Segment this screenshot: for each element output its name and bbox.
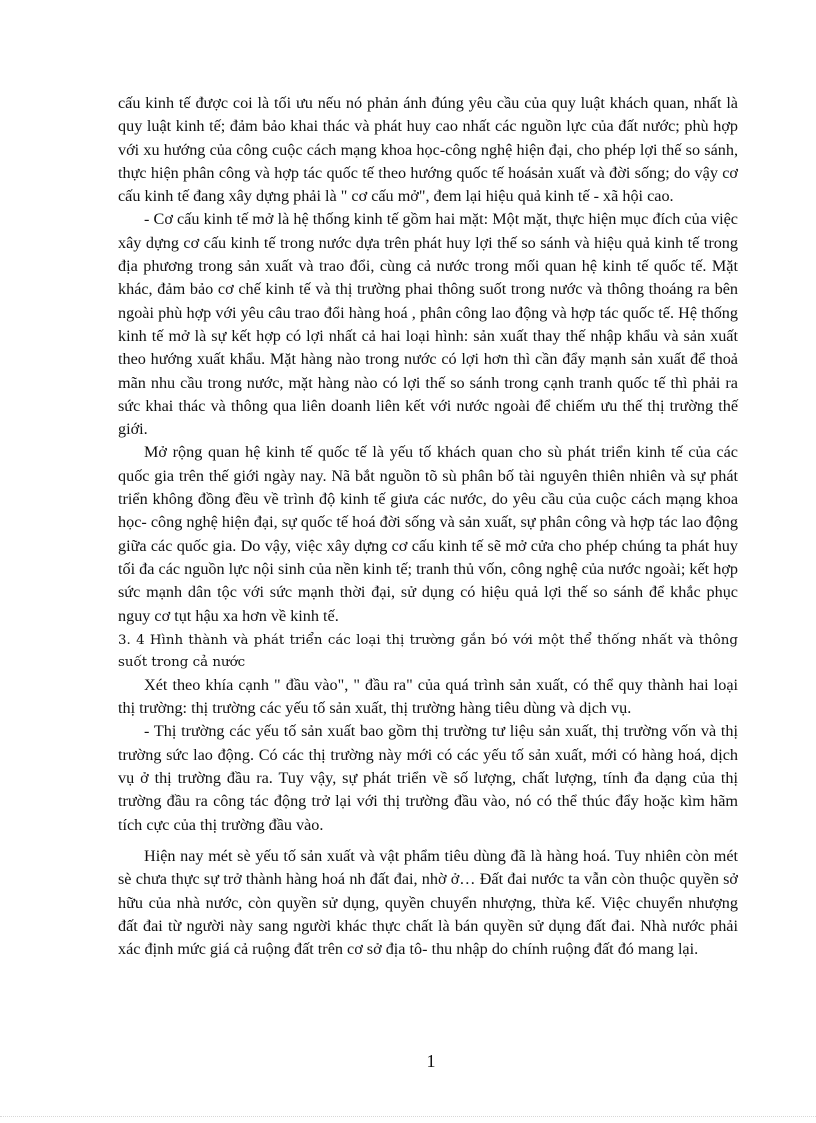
body-paragraph: - Thị trường các yếu tố sản xuất bao gồm thị trường tư liệu sản xuất, thị trường vốn và thị trường sức lao động. Có các thị trường này mới có các yếu tố sản xuất, mới có hàng hoá, dịch vụ ở thị trường đầu ra. Tuy vậy, sự phát triển về số lượng, chất lượng, tính đa dạng của thị trường đầu ra công tác động trở lại với thị trường đầu vào, nó có thể thúc đẩy hoặc kìm hãm tích cực của thị trường đầu vào.	[118, 722, 738, 834]
body-paragraph: cấu kinh tế được coi là tối ưu nếu nó phản ánh đúng yêu cầu của quy luật khách quan, nhất là quy luật kinh tế; đảm bảo khai thác và phát huy cao nhất các nguồn lực của đất nước; phù hợp với xu hướng của công cuộc cách mạng khoa học-công nghệ hiện đại, cho phép lợi thế so sánh, thực hiện phân công và hợp tác quốc tế theo hướng quốc tế hoásản xuất và đời sống; do vậy cơ cấu kinh tế đang xây dựng phải là " cơ cấu mở", đem lại hiệu quả kinh tế - xã hội cao.	[118, 94, 738, 206]
body-paragraph: Hiện nay mét sè yếu tố sản xuất và vật phẩm tiêu dùng đã là hàng hoá. Tuy nhiên còn mét sè chưa thực sự trở thành hàng hoá nh đất đai, nhờ ở… Đất đai nước ta vẫn còn thuộc quyền sở hữu của nhà nước, còn quyền sử dụng, quyền chuyển nhượng, thừa kế. Việc chuyển nhượng đất đai từ người này sang người khác thực chất là bán quyền sử dụng đất đai. Nhà nước phải xác định mức giá cả ruộng đất trên cơ sở địa tô- thu nhập do chính ruộng đất đó mang lại.	[118, 846, 738, 959]
page-number: 1	[426, 1051, 436, 1071]
body-paragraph: Xét theo khía cạnh " đầu vào", " đầu ra" của quá trình sản xuất, có thể quy thành hai loại thị trường: thị trường các yếu tố sản xuất, thị trường hàng tiêu dùng và dịch vụ.	[118, 675, 738, 718]
page-body	[118, 92, 738, 961]
body-paragraph: - Cơ cấu kinh tế mở là hệ thống kinh tế gồm hai mặt: Một mặt, thực hiện mục đích của việc xây dựng cơ cấu kinh tế trong nước dựa trên phát huy lợi thế so sánh và hiệu quả kinh tế trong địa phương trong sản xuất và trao đổi, cùng cả nước trong mối quan hệ kinh tế quốc tế. Mặt khác, đảm bảo cơ chế kinh tế và thị trường phai thông suốt trong nước và thông thoáng ra bên ngoài phù hợp với yêu câu trao đổi hàng hoá , phân công lao động và hợp tác quốc tế. Hệ thống kinh tế mở là sự kết hợp có lợi nhất cả hai loại hình: sản xuất thay thế nhập khẩu và sản xuất theo hướng xuất khẩu. Mặt hàng nào trong nước có lợi hơn thì cần đẩy mạnh sản xuất để thoả mãn nhu cầu trong nước, mặt hàng nào có lợi thế so sánh trong cạnh tranh quốc tế thì phải ra sức khai thác và thông qua liên doanh liên kết với nước ngoài để chiếm ưu thế thị trường thế giới.	[118, 210, 738, 439]
page-bottom-divider	[0, 1116, 816, 1117]
section-heading: 3. 4 Hình thành và phát triển các loại thị trường gắn bó với một thể thống nhất và thông suốt trong cả nước	[118, 632, 738, 670]
body-paragraph: Mở rộng quan hệ kinh tế quốc tế là yếu tố khách quan cho sù phát triển kinh tế của các quốc gia trên thế giới ngày nay. Nã bắt nguồn tõ sù phân bố tài nguyên thiên nhiên và sự phát triển không đồng đều về trình độ kinh tế giưa các nước, do yêu cầu của cuộc cách mạng khoa học- công nghệ hiện đại, sự quốc tế hoá đời sống và sản xuất, sự phân công và hợp tác lao động giữa các quốc gia. Do vậy, việc xây dựng cơ cấu kinh tế sẽ mở cửa cho phép chúng ta phát huy tối đa các nguồn lực nội sinh của nền kinh tế; tranh thủ vốn, công nghệ của nước ngoài; kết hợp sức mạnh dân tộc với sức mạnh thời đại, sử dụng có hiệu quả lợi thế so sánh để khắc phục nguy cơ tụt hậu xa hơn về kinh tế.	[118, 443, 738, 625]
